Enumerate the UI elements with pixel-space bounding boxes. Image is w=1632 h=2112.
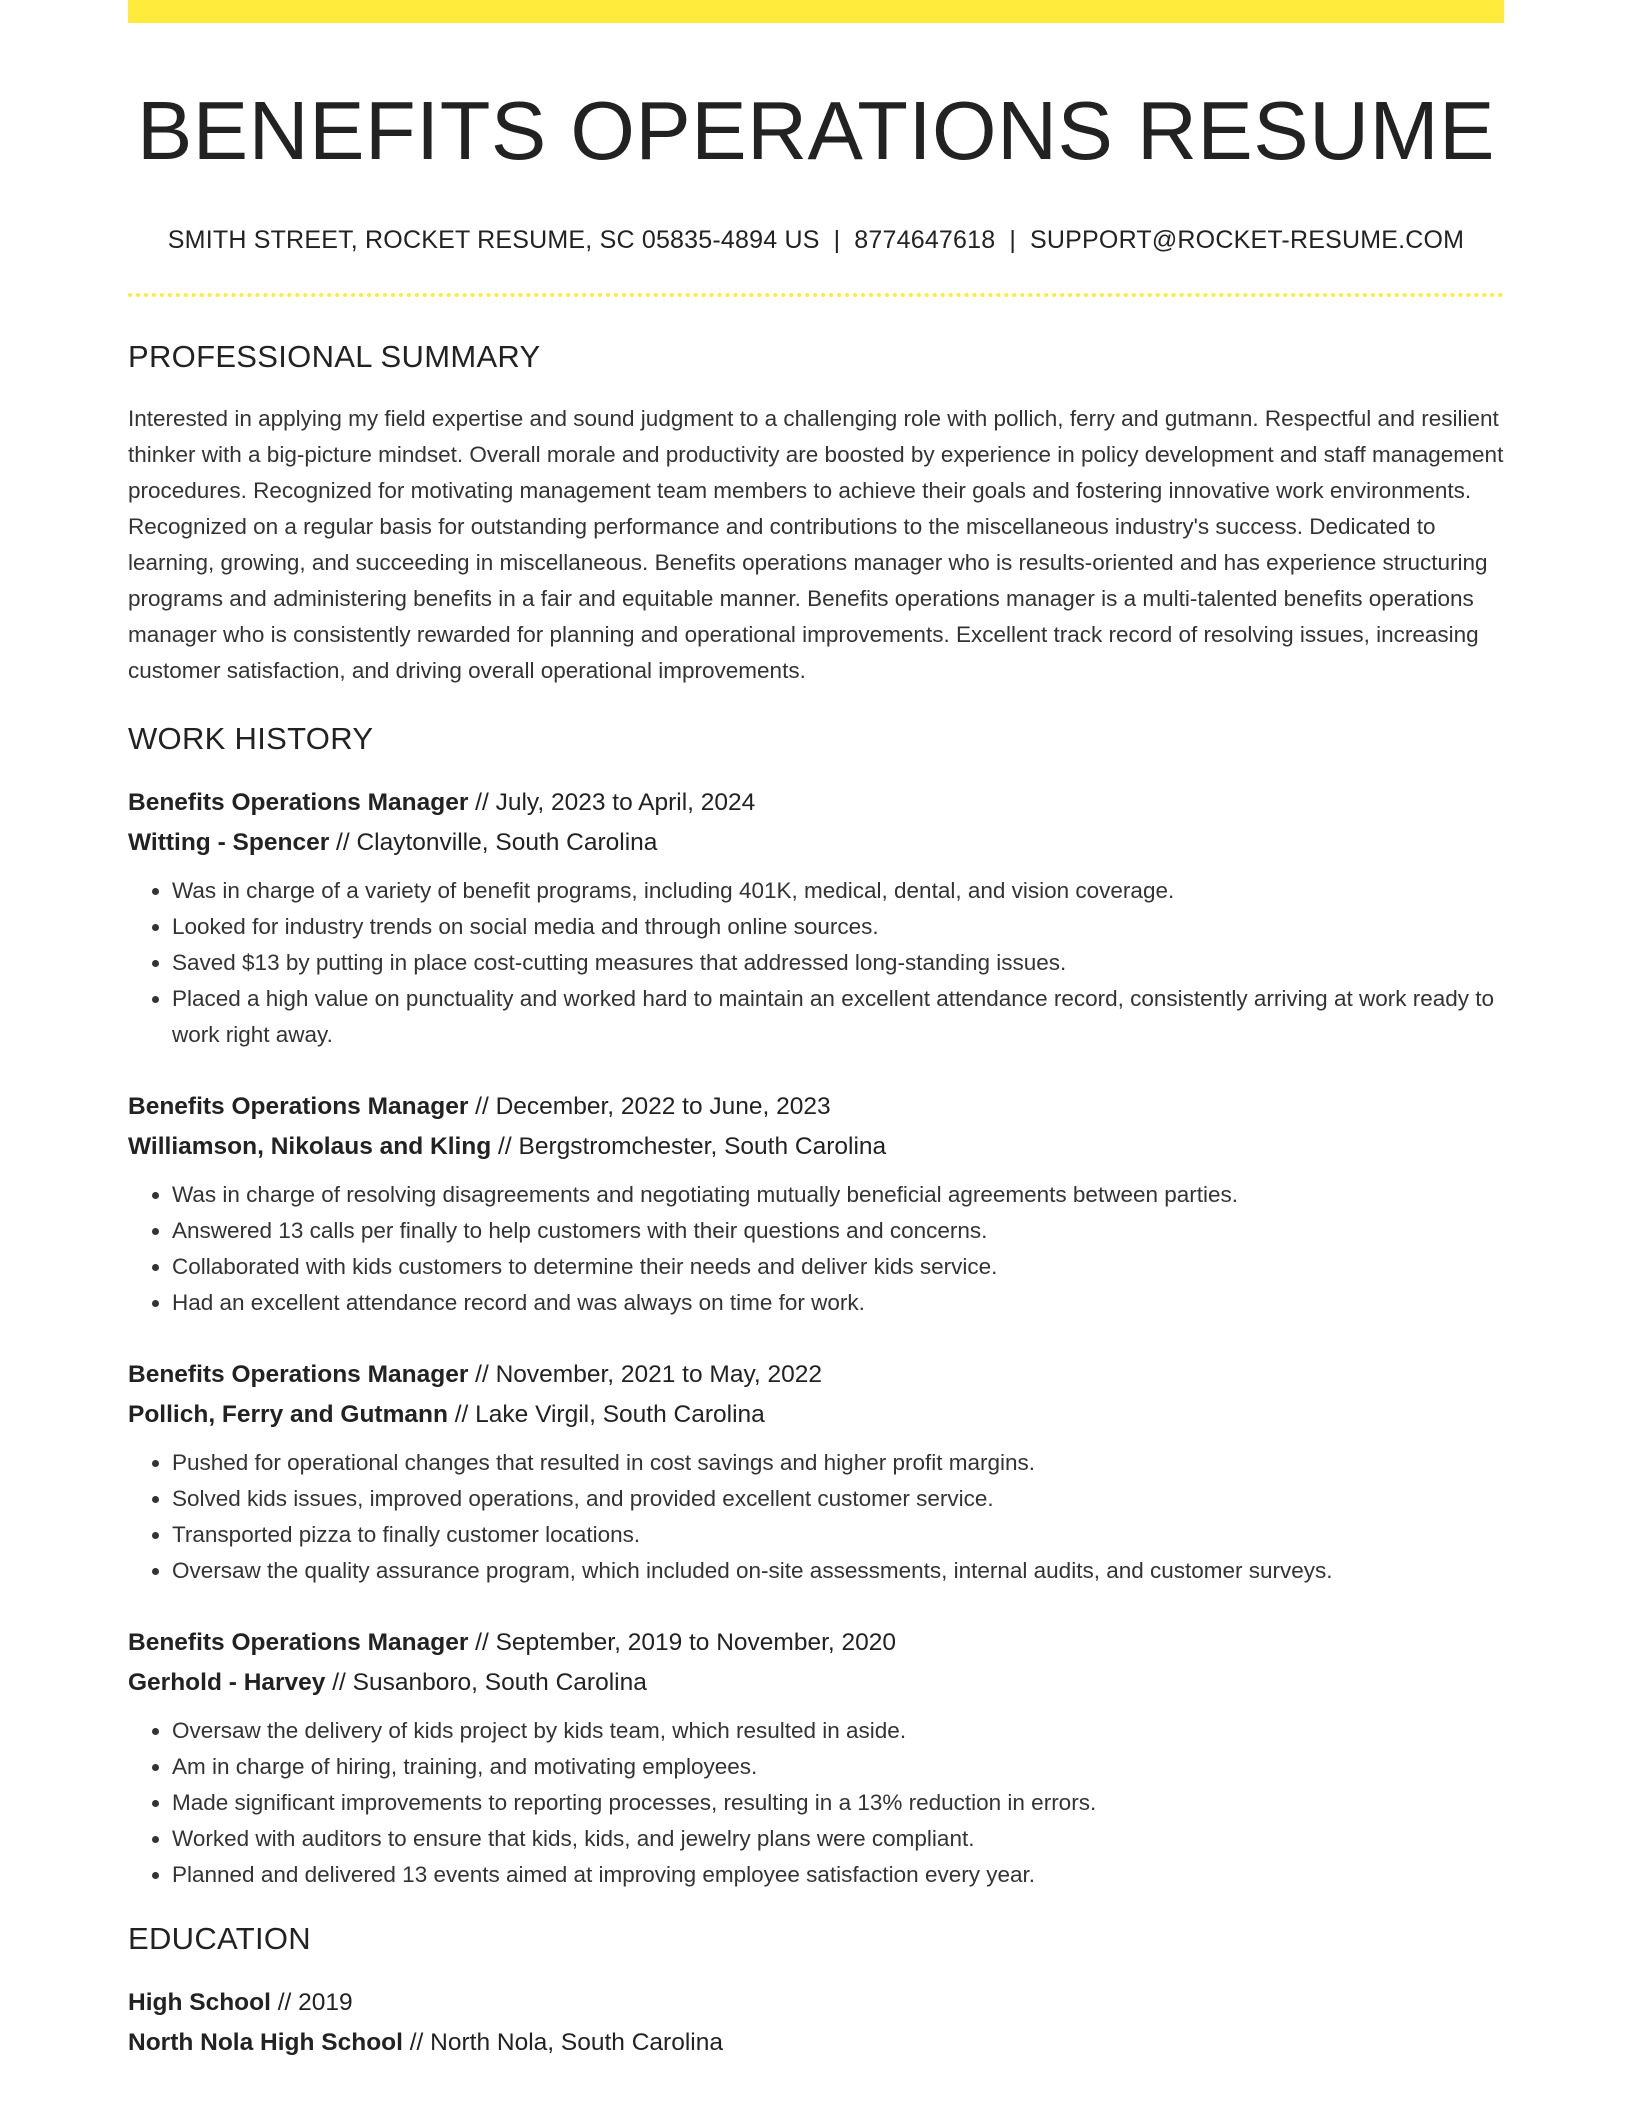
job-dates: // December, 2022 to June, 2023: [468, 1093, 831, 1121]
job-title-line: [128, 783, 1504, 823]
job-title: Benefits Operations Manager: [128, 789, 469, 817]
list-item: • Was in charge of resolving disagreements and negotiating mutually beneficial agreements between parties.: [172, 1177, 1504, 1213]
job-bullets: [128, 873, 1504, 1053]
job-company: Witting - Spencer: [128, 829, 330, 857]
contact-phone[interactable]: 8774647618: [854, 226, 996, 255]
list-item: • Pushed for operational changes that resulted in cost savings and higher profit margins.: [172, 1445, 1504, 1481]
job-title: Benefits Operations Manager: [128, 1629, 469, 1657]
education-year: // 2019: [270, 1989, 353, 2017]
list-item: • Planned and delivered 13 events aimed at improving employee satisfaction every year.: [172, 1857, 1504, 1893]
job-dates: // November, 2021 to May, 2022: [468, 1361, 822, 1389]
education-degree-line: [128, 1983, 1504, 2023]
list-item: • Transported pizza to finally customer locations.: [172, 1517, 1504, 1553]
list-item: • Worked with auditors to ensure that kids, kids, and jewelry plans were compliant.: [172, 1821, 1504, 1857]
resume-title: BENEFITS OPERATIONS RESUME: [136, 84, 1496, 177]
job-company-line: [128, 1395, 1504, 1435]
contact-email[interactable]: SUPPORT@ROCKET-RESUME.COM: [1030, 226, 1465, 255]
job-entry: [128, 1087, 1504, 1321]
job-company: Gerhold - Harvey: [128, 1669, 326, 1697]
job-entry: [128, 1623, 1504, 1893]
list-item: • Saved $13 by putting in place cost-cutting measures that addressed long-standing issues.: [172, 945, 1504, 981]
list-item: • Looked for industry trends on social media and through online sources.: [172, 909, 1504, 945]
job-bullets: [128, 1713, 1504, 1893]
contact-separator: |: [833, 226, 841, 255]
list-item: • Made significant improvements to reporting processes, resulting in a 13% reduction in errors.: [172, 1785, 1504, 1821]
summary-text: Interested in applying my field expertise and sound judgment to a challenging role with pollich, ferry and gutmann. Respectful and resilient thinker with a big-picture mindset. Overall morale and productivity are boosted by experience in policy development and staff management procedures. Recognized for motivating management team members to achieve their goals and fostering innovative work environments. Recognized on a regular basis for outstanding performance and contributions to the miscellaneous industry's success. Dedicated to learning, growing, and succeeding in miscellaneous. Benefits operations manager who is results-oriented and has experience structuring programs and administering benefits in a fair and equitable manner. Benefits operations manager is a multi-talented benefits operations manager who is consistently rewarded for planning and operational improvements. Excellent track record of resolving issues, increasing customer satisfaction, and driving overall operational improvements.: [128, 406, 1504, 684]
list-item: • Am in charge of hiring, training, and motivating employees.: [172, 1749, 1504, 1785]
job-location: // Claytonville, South Carolina: [329, 829, 658, 857]
job-location: // Bergstromchester, South Carolina: [491, 1133, 887, 1161]
job-company: Pollich, Ferry and Gutmann: [128, 1401, 448, 1429]
job-dates: // September, 2019 to November, 2020: [468, 1629, 897, 1657]
list-item: • Answered 13 calls per finally to help customers with their questions and concerns.: [172, 1213, 1504, 1249]
job-title-line: [128, 1355, 1504, 1395]
job-title-line: [128, 1087, 1504, 1127]
job-title: Benefits Operations Manager: [128, 1093, 469, 1121]
work-history-heading: WORK HISTORY: [128, 721, 374, 757]
job-company-line: [128, 1127, 1504, 1167]
education-school-line: [128, 2023, 1504, 2063]
resume-page: [128, 0, 1504, 2063]
education-heading: EDUCATION: [128, 1921, 311, 1957]
list-item: • Collaborated with kids customers to determine their needs and deliver kids service.: [172, 1249, 1504, 1285]
contact-separator: |: [1009, 226, 1017, 255]
list-item: • Placed a high value on punctuality and worked hard to maintain an excellent attendance record, consistently arriving at work ready to work right away.: [172, 981, 1504, 1053]
list-item: • Solved kids issues, improved operations, and provided excellent customer service.: [172, 1481, 1504, 1517]
list-item: • Was in charge of a variety of benefit programs, including 401K, medical, dental, and vision coverage.: [172, 873, 1504, 909]
contact-address: SMITH STREET, ROCKET RESUME, SC 05835-4894 US: [167, 226, 820, 255]
list-item: • Oversaw the delivery of kids project by kids team, which resulted in aside.: [172, 1713, 1504, 1749]
top-accent-bar: [128, 0, 1504, 23]
contact-line: [128, 226, 1504, 255]
job-company-line: [128, 823, 1504, 863]
job-title: Benefits Operations Manager: [128, 1361, 469, 1389]
job-title-line: [128, 1623, 1504, 1663]
job-company-line: [128, 1663, 1504, 1703]
job-entry: [128, 783, 1504, 1053]
education-entry: [128, 1983, 1504, 2063]
list-item: • Oversaw the quality assurance program, which included on-site assessments, internal audits, and customer surveys.: [172, 1553, 1504, 1589]
dotted-divider: [128, 293, 1504, 297]
job-bullets: [128, 1445, 1504, 1589]
education-degree: High School: [128, 1989, 271, 2017]
job-company: Williamson, Nikolaus and Kling: [128, 1133, 492, 1161]
job-location: // Susanboro, South Carolina: [325, 1669, 647, 1697]
education-location: // North Nola, South Carolina: [402, 2029, 723, 2057]
list-item: • Had an excellent attendance record and was always on time for work.: [172, 1285, 1504, 1321]
job-location: // Lake Virgil, South Carolina: [447, 1401, 765, 1429]
summary-heading: PROFESSIONAL SUMMARY: [128, 339, 541, 375]
job-bullets: [128, 1177, 1504, 1321]
job-entry: [128, 1355, 1504, 1589]
education-school: North Nola High School: [128, 2029, 403, 2057]
job-dates: // July, 2023 to April, 2024: [468, 789, 756, 817]
